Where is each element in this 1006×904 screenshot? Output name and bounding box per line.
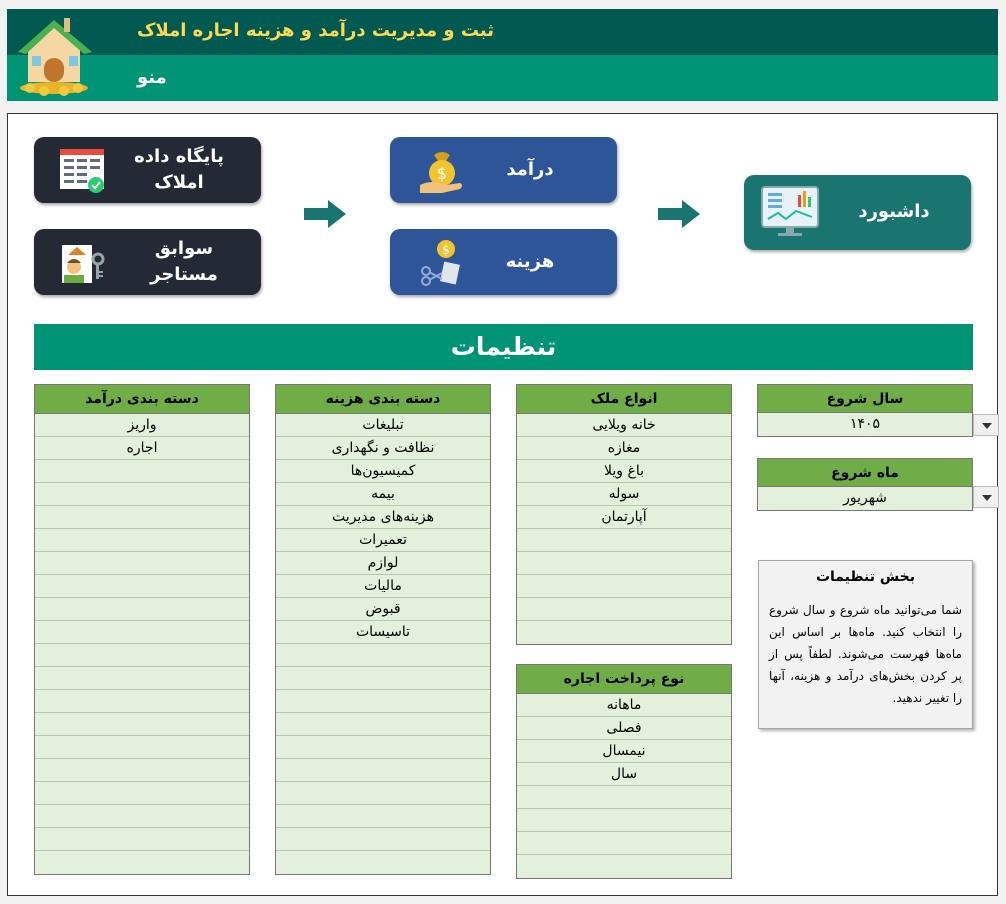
table-cell[interactable] [276,851,490,874]
svg-text:$: $ [436,164,448,183]
table-cell[interactable] [35,759,249,782]
table-cell[interactable] [35,644,249,667]
table-cell[interactable]: نیمسال [517,740,731,763]
menu-link[interactable]: منو [137,67,167,88]
table-cell[interactable]: قبوض [276,598,490,621]
table-cell[interactable] [276,713,490,736]
table-cell[interactable]: هزینه‌های مدیریت [276,506,490,529]
table-cell[interactable]: فصلی [517,717,731,740]
table-cell[interactable] [35,598,249,621]
table-cell[interactable] [35,828,249,851]
dashboard-label: داشبورد [858,201,930,222]
table-cell[interactable] [35,552,249,575]
start-year-box [757,384,973,437]
table-cell[interactable] [35,805,249,828]
table-cell[interactable] [276,644,490,667]
settings-note-title: بخش تنظیمات [815,569,916,585]
table-cell[interactable]: تعمیرات [276,529,490,552]
table-cell[interactable]: کمیسیون‌ها [276,460,490,483]
table-cell[interactable]: تاسیسات [276,621,490,644]
table-cell[interactable] [276,805,490,828]
table-cell[interactable] [35,782,249,805]
monitor-chart-icon [760,185,820,239]
table-cell[interactable]: آپارتمان [517,506,731,529]
property-types-table [516,384,732,645]
table-cell[interactable] [276,667,490,690]
table-cell[interactable] [276,736,490,759]
expense-label: هزینه [505,251,555,272]
table-cell[interactable] [35,506,249,529]
property-database-label: پایگاه داده املاک [134,146,224,193]
table-cell[interactable] [35,667,249,690]
expense-categories-table [275,384,491,875]
start-month-box [757,458,973,511]
table-cell[interactable] [35,713,249,736]
table-cell[interactable]: اجاره [35,437,249,460]
expense-categories-header: دسته بندی هزینه [276,385,490,414]
table-cell[interactable]: سال [517,763,731,786]
table-cell[interactable] [35,690,249,713]
table-cell[interactable]: مغازه [517,437,731,460]
table-cell[interactable] [35,575,249,598]
settings-title: تنظیمات [34,324,973,370]
table-cell[interactable]: مالیات [276,575,490,598]
table-cell[interactable] [517,855,731,878]
payment-types-header: نوع پرداخت اجاره [517,665,731,694]
arrow-right-icon [658,200,700,228]
table-cell[interactable] [35,736,249,759]
income-label: درآمد [506,159,554,180]
table-cell[interactable]: تبلیغات [276,414,490,437]
start-year-select[interactable]: ۱۴۰۵ [758,413,972,436]
start-year-dropdown-icon[interactable] [973,414,999,436]
tenant-records-label: سوابق مستاجر [150,238,218,285]
spreadsheet-icon [56,145,108,197]
table-cell[interactable]: سوله [517,483,731,506]
table-cell[interactable]: ماهانه [517,694,731,717]
income-button[interactable] [390,137,617,203]
table-cell[interactable] [276,759,490,782]
payment-types-table [516,664,732,879]
coin-scissors-icon [416,237,468,289]
income-categories-header: دسته بندی درآمد [35,385,249,414]
tenant-records-button[interactable] [34,229,261,295]
table-cell[interactable] [517,598,731,621]
income-categories-table [34,384,250,875]
table-cell[interactable] [35,460,249,483]
table-cell[interactable] [517,832,731,855]
start-month-select[interactable]: شهریور [758,487,972,510]
table-cell[interactable]: نظافت و نگهداری [276,437,490,460]
table-cell[interactable]: لوازم [276,552,490,575]
money-bag-icon [416,145,468,197]
property-types-header: انواع ملک [517,385,731,414]
table-cell[interactable]: واریز [35,414,249,437]
start-year-header: سال شروع [758,385,972,413]
table-cell[interactable] [517,529,731,552]
table-cell[interactable]: باغ ویلا [517,460,731,483]
table-cell[interactable] [35,529,249,552]
expense-button[interactable] [390,229,617,295]
settings-note [758,560,973,729]
table-cell[interactable] [517,552,731,575]
table-cell[interactable] [517,575,731,598]
house-logo-icon [14,14,96,96]
table-cell[interactable] [517,786,731,809]
start-month-dropdown-icon[interactable] [973,486,999,508]
table-cell[interactable]: خانه ویلایی [517,414,731,437]
app-title: ثبت و مدیریت درآمد و هزینه اجاره املاک [137,20,495,41]
main-panel [7,113,998,896]
table-cell[interactable] [35,851,249,874]
table-cell[interactable] [35,483,249,506]
table-cell[interactable]: بیمه [276,483,490,506]
app-header [7,9,998,101]
dashboard-button[interactable] [744,175,971,250]
start-month-header: ماه شروع [758,459,972,487]
table-cell[interactable] [517,621,731,644]
table-cell[interactable] [276,782,490,805]
property-database-button[interactable] [34,137,261,203]
svg-text:$: $ [442,243,450,257]
settings-note-body: شما می‌توانید ماه شروع و سال شروع را انتخاب کنید. ماه‌ها بر اساس این ماه‌ها فهرست می‌شوند. لطفاً پس از پر کردن بخش‌های درآمد و هزینه، آنها را تغییر ندهید. [769,603,962,705]
table-cell[interactable] [276,690,490,713]
table-cell[interactable] [276,828,490,851]
table-cell[interactable] [517,809,731,832]
table-cell[interactable] [35,621,249,644]
arrow-right-icon [304,200,346,228]
tenant-keys-icon [56,237,108,289]
